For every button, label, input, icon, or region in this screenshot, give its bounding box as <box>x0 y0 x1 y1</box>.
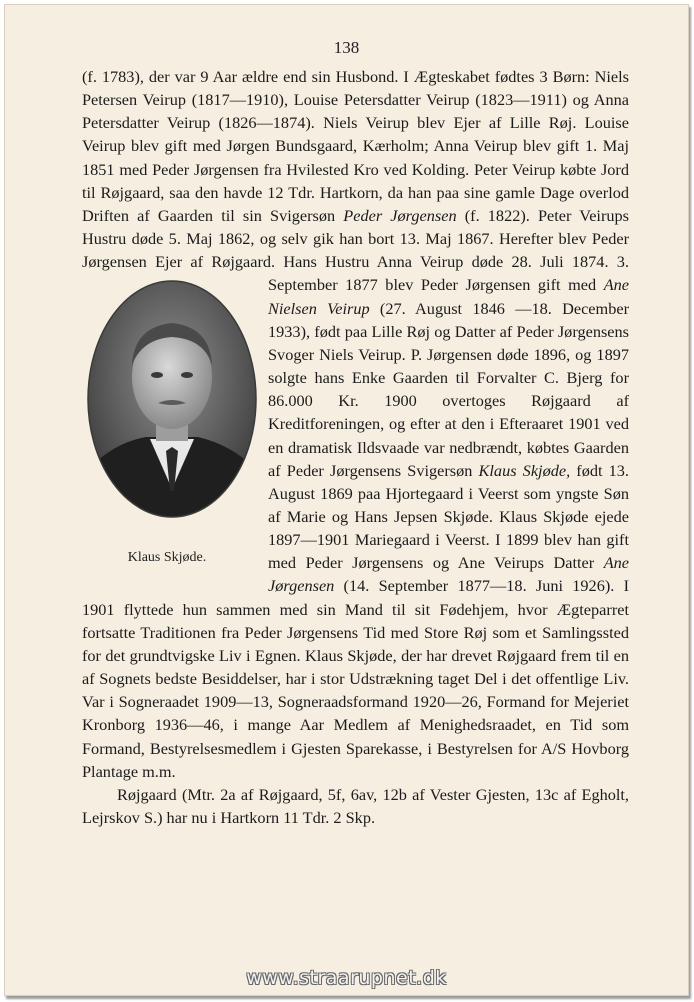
portrait-photo <box>86 279 258 519</box>
page-number: 138 <box>333 38 360 57</box>
paragraph-text: (f. 1783), der var 9 Aar ældre end sin Husbond. I Ægteskabet fødtes 3 Børn: Niels Petersen Veirup (1817—1910), Louise Petersdatter Veirup (1823—1911) og Anna Petersdatter Veirup (1826—1874). Niels Veirup blev Ejer af Lille Røj. Louise Veirup blev gift med Jørgen Bundsgaard, Kærholm; Anna Veirup blev gift 1. Maj 1851 med Peder Jørgensen fra Hvilested Kro ved Kolding. Peter Veirup købte Jord til Røjgaard, saa den havde 12 Tdr. Hartkorn, da han paa sine gamle Dage overlod Driften af Gaarden til sin Svigersøn <box>82 67 629 225</box>
person-name: Ane Nielsen Veirup <box>268 275 629 318</box>
person-name: Klaus Skjøde, <box>478 460 571 480</box>
portrait-figure <box>82 273 260 596</box>
paragraph-text: (27. August 1846 —18. December 1933), født paa Lille Røj og Datter af Peder Jørgensens Svoger Niels Veirup. P. Jørgensen døde 1896, og 1897 solgte hans Enke Gaarden til Forvalter C. Bjerg for 86.000 Kr. 1900 overtoges Røjgaard af Kreditforeningen, og efter at den i Efteraaret 1901 ved en dramatisk Ildsvaade var nedbrændt, købtes Gaarden af Peder Jørgensens Svigersøn <box>268 298 629 480</box>
site-watermark: www.straarupnet.dk <box>246 967 447 989</box>
book-page <box>4 4 689 996</box>
paragraph-text: født 13. August 1869 paa Hjortegaard i Veerst som yngste Søn af Marie og Hans Jepsen Skjøde. Klaus Skjøde ejede 1897—1901 Mariegaard i Veerst. I 1899 blev han gift med Peder Jørgensens og Ane Veirups Datter <box>268 460 630 573</box>
paragraph-2: Røjgaard (Mtr. 2a af Røjgaard, 5f, 6av, 12b af Vester Gjesten, 13c af Egholt, Lejrskov S.) har nu i Hartkorn 11 Tdr. 2 Skp. <box>82 784 629 827</box>
paragraph-1 <box>82 65 629 783</box>
page-body-text <box>82 65 629 829</box>
paragraph-text: (14. September 1877—18. Juni 1926). I 1901 flyttede hun sammen med sin Mand til sit Fødehjem, hvor Ægteparret fortsatte Traditionen fra Peder Jørgensens Tid med Store Røj som et Samlingssted for det grundtvigske Liv i Egnen. Klaus Skjøde, der har drevet Røjgaard frem til en af Sognets bedste Besiddelser, har i stor Udstrækning taget Del i det offentlige Liv. Var i Sogneraadet 1909—13, Sogneraadsformand 1920—26, Formand for Mejeriet Kronborg 1936—46, i mange Aar Medlem af Menighedsraadet, en Tid som Formand, Bestyrelsesmedlem i Gjesten Sparekasse, i Bestyrelsen for A/S Hovborg Plantage m.m. <box>82 576 629 781</box>
person-name: Peder Jørgensen <box>343 205 457 225</box>
person-name: Ane Jørgensen <box>268 553 629 596</box>
portrait-caption: Klaus Skjøde. <box>127 550 207 566</box>
paragraph-text: (f. 1822). Peter Veirups Hustru døde 5. Maj 1862, og selv gik han bort 13. Maj 1867. Herefter blev Peder Jørgensen Ejer af Røjgaard. Hans Hustru Anna Veirup døde 28. Juli 1874. 3. September 1877 blev Peder Jørgensen gift med <box>82 205 629 295</box>
